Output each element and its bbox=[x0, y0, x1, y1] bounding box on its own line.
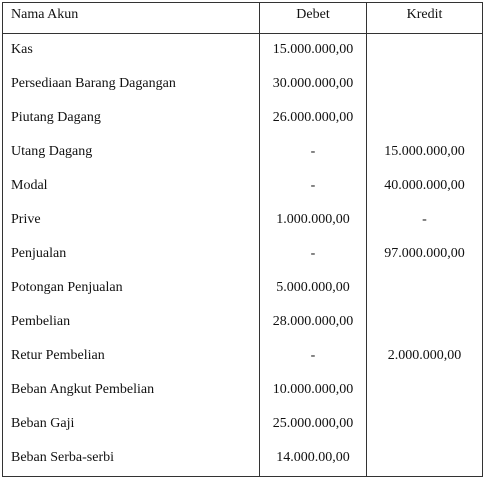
debet-value: 28.000.000,00 bbox=[272, 314, 354, 329]
kredit-value: 40.000.000,00 bbox=[384, 178, 465, 193]
table-row bbox=[3, 238, 482, 272]
debet-value: 25.000.000,00 bbox=[272, 416, 354, 431]
account-name: Modal bbox=[11, 178, 48, 193]
debet-value: 14.000.00,00 bbox=[276, 450, 350, 465]
table-row bbox=[3, 204, 482, 238]
account-name: Pembelian bbox=[11, 314, 71, 329]
account-name: Utang Dagang bbox=[11, 144, 93, 159]
debet-value: 30.000.000,00 bbox=[272, 76, 354, 91]
table-body bbox=[3, 34, 482, 476]
ledger-table bbox=[2, 2, 483, 477]
kredit-value: 2.000.000,00 bbox=[387, 348, 462, 363]
account-name: Beban Gaji bbox=[11, 416, 75, 431]
account-name: Prive bbox=[11, 212, 41, 227]
table-row bbox=[3, 68, 482, 102]
header-kredit: Kredit bbox=[406, 7, 443, 22]
table-header bbox=[3, 3, 482, 33]
header-debet: Debet bbox=[296, 7, 330, 22]
debet-value: 5.000.000,00 bbox=[276, 280, 350, 295]
kredit-value: 15.000.000,00 bbox=[384, 144, 465, 159]
debet-value: - bbox=[310, 348, 316, 363]
account-name: Piutang Dagang bbox=[11, 110, 101, 125]
account-name: Penjualan bbox=[11, 246, 67, 261]
debet-value: - bbox=[310, 144, 316, 159]
table-row bbox=[3, 340, 482, 374]
table-row bbox=[3, 170, 482, 204]
account-name: Potongan Penjualan bbox=[11, 280, 123, 295]
table-row bbox=[3, 102, 482, 136]
debet-value: 26.000.000,00 bbox=[272, 110, 354, 125]
debet-value: 15.000.000,00 bbox=[272, 42, 354, 57]
debet-value: - bbox=[310, 178, 316, 193]
table-row bbox=[3, 136, 482, 170]
header-nama-akun: Nama Akun bbox=[11, 7, 79, 22]
debet-value: 10.000.000,00 bbox=[272, 382, 354, 397]
table-row bbox=[3, 272, 482, 306]
account-name: Kas bbox=[11, 42, 33, 57]
account-name: Retur Pembelian bbox=[11, 348, 105, 363]
table-row bbox=[3, 408, 482, 442]
table-row bbox=[3, 306, 482, 340]
table-row bbox=[3, 442, 482, 476]
account-name: Beban Angkut Pembelian bbox=[11, 382, 155, 397]
kredit-value: 97.000.000,00 bbox=[384, 246, 465, 261]
debet-value: - bbox=[310, 246, 316, 261]
account-name: Beban Serba-serbi bbox=[11, 450, 115, 465]
kredit-value: - bbox=[422, 212, 427, 227]
table-row bbox=[3, 374, 482, 408]
debet-value: 1.000.000,00 bbox=[276, 212, 350, 227]
table-row bbox=[3, 34, 482, 68]
account-name: Persediaan Barang Dagangan bbox=[11, 76, 176, 91]
